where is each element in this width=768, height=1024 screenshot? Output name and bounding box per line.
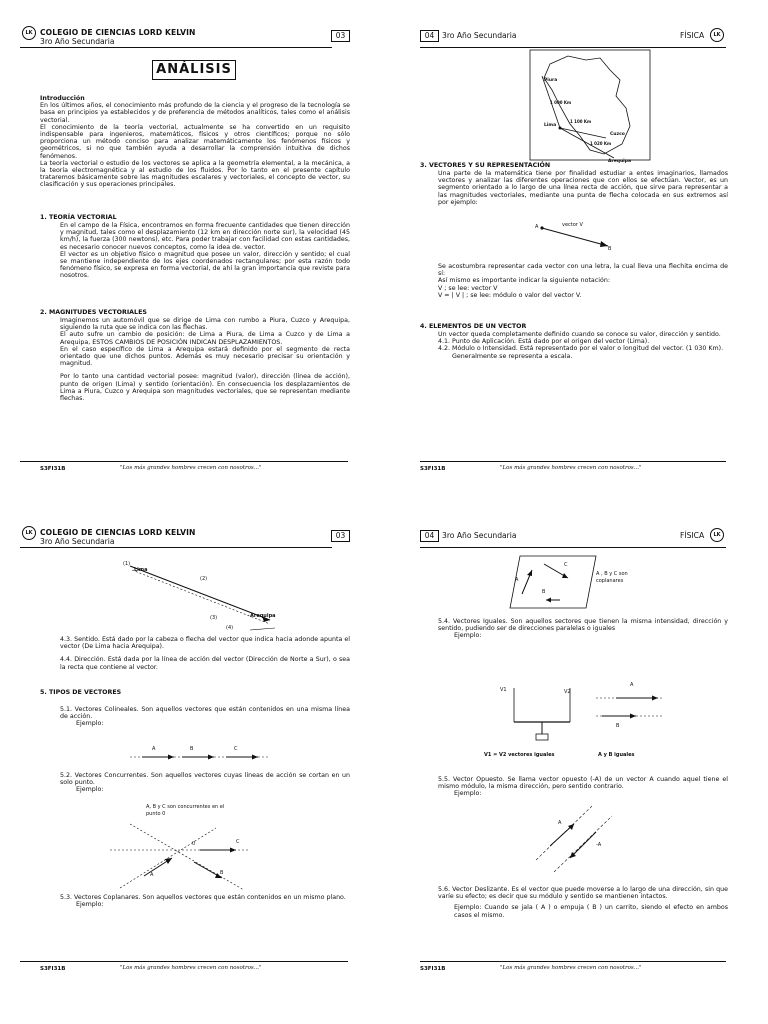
coplanar-note: A , B y C son coplanares bbox=[596, 571, 628, 584]
equal-vectors-diagram bbox=[596, 690, 666, 730]
notation-line: V ; se lee: vector V bbox=[438, 284, 498, 292]
concurrent-vectors bbox=[110, 818, 250, 898]
figure-label-lima: Lima bbox=[134, 567, 148, 573]
vector-label: A bbox=[150, 872, 154, 878]
page-1 bbox=[20, 20, 350, 488]
page-3 bbox=[20, 520, 350, 988]
section-heading: 4. ELEMENTOS DE UN VECTOR bbox=[420, 323, 527, 330]
vector-label: C bbox=[236, 839, 240, 845]
section-title: ANÁLISIS bbox=[152, 60, 236, 80]
section-heading: 3. VECTORES Y SU REPRESENTACIÓN bbox=[420, 162, 551, 169]
section-3-body bbox=[438, 170, 728, 206]
vector-v-label: vector V bbox=[562, 222, 583, 228]
page-number: 03 bbox=[331, 530, 350, 542]
vector-label: A bbox=[558, 820, 562, 826]
section-paragraph: Se acostumbra representar cada vector con una letra, la cual lleva una flechita encima de sí: bbox=[438, 263, 728, 278]
section-4 bbox=[420, 323, 732, 330]
section-heading: 5. TIPOS DE VECTORES bbox=[40, 689, 122, 696]
vector-label: A bbox=[152, 746, 156, 752]
vector-label: B bbox=[190, 746, 194, 752]
school-name: COLEGIO DE CIENCIAS LORD KELVIN bbox=[40, 528, 196, 537]
school-logo-icon: LK bbox=[710, 528, 724, 542]
header-rule bbox=[20, 547, 332, 548]
subsection-line: 5.1. Vectores Colineales. Son aquellos vectores que están contenidos en una misma línea de acción. bbox=[60, 706, 350, 721]
page-number: 04 bbox=[420, 530, 439, 542]
map-label-arequipa: Arequipa bbox=[608, 159, 631, 164]
intro-paragraph: El conocimiento de la teoría vectorial, actualmente se ha convertido en un requisito indispensable para ingenieros, matemáticos, físicos y otros científicos; porque no sólo proporciona un método conciso para analizar matemáticamente los fenómenos físicos y geométricos, si no que también ayuda a desarrollar la comprensión intuitiva de dichos fenómenos. bbox=[40, 123, 350, 160]
grade-label: 3ro Año Secundaria bbox=[442, 531, 517, 540]
ejemplo-label: Ejemplo: bbox=[76, 901, 104, 909]
school-logo-icon: LK bbox=[22, 26, 36, 40]
point-b-label: B bbox=[608, 246, 612, 252]
section-paragraph: Imaginemos un automóvil que se dirige de Lima con rumbo a Piura, Cuzco y Arequipa, siguiendo la ruta que se indica con las flechas. bbox=[60, 317, 350, 332]
section-heading: 2. MAGNITUDES VECTORIALES bbox=[40, 309, 147, 316]
ejemplo-label: Ejemplo: bbox=[454, 790, 482, 798]
intro-paragraph: La teoría vectorial o estudio de los vectores se aplica a la geometría elemental, a la mecánica, a la teoría electromagnética y al estudio de los fluidos. Por lo tanto en el presente capítulo trataremos básicamente sobre las magnitudes escalares y vectoriales, el concepto de vector, su clasificación y sus operaciones principales. bbox=[40, 159, 350, 189]
footer-code: S3FI31B bbox=[420, 466, 446, 472]
vector-label: C bbox=[234, 746, 238, 752]
subsection-line: 5.6. Vector Deslizante. Es el vector que puede moverse a lo largo de una dirección, sin que varíe su efecto; es decir que su módulo y sentido se mantienen intactos. bbox=[438, 886, 728, 901]
intro-heading: Introducción bbox=[40, 95, 85, 102]
section-4-body bbox=[438, 331, 728, 360]
ejemplo-label: Ejemplo: bbox=[76, 786, 104, 794]
map-label-distance: 1 020 Km bbox=[590, 141, 612, 146]
footer-code: S3FI31B bbox=[420, 966, 446, 972]
figure-label: (3) bbox=[210, 615, 218, 621]
section-paragraph: En el caso específico de Lima a Arequipa estará definido por el segmento de recta orientado que une dichos puntos. Además es muy necesario precisar su orientación y magnitud. bbox=[60, 345, 350, 368]
header-rule bbox=[420, 47, 726, 48]
vector-label: C bbox=[564, 562, 568, 568]
section-52 bbox=[60, 772, 350, 794]
footer-rule bbox=[420, 461, 726, 462]
section-3 bbox=[420, 162, 732, 169]
school-name: COLEGIO DE CIENCIAS LORD KELVIN bbox=[40, 28, 196, 37]
grade-label: 3ro Año Secundaria bbox=[40, 37, 115, 46]
figure-label-arequipa: Arequipa bbox=[250, 613, 276, 619]
footer-motto: "Los más grandes hombres crecen con nosotros..." bbox=[500, 465, 642, 471]
subsection-line: 5.5. Vector Opuesto. Se llama vector opuesto (-A) de un vector A cuando aquel tiene el mismo módulo, la misma dirección, pero sentido contrario. bbox=[438, 776, 728, 791]
section-3-notation bbox=[438, 263, 728, 299]
footer-motto: "Los más grandes hombres crecen con nosotros..." bbox=[120, 965, 262, 971]
section-1 bbox=[40, 214, 350, 221]
section-55 bbox=[438, 776, 728, 798]
vector-label: A bbox=[630, 682, 634, 688]
section-5 bbox=[40, 689, 350, 696]
grade-label: 3ro Año Secundaria bbox=[40, 537, 115, 546]
map-label-cuzco: Cuzco bbox=[610, 132, 625, 137]
subsection-line: 5.4. Vectores Iguales. Son aquellos sectores que tienen la misma intensidad, dirección y sentido, pudiendo ser de direcciones paralelas o iguales bbox=[438, 618, 728, 633]
section-paragraph: El vector es un objetivo físico o magnitud que posee un valor, dirección y sentido; el cual se mantiene independiente de los ejes coordenados rectangulares; por esta razón todo fenómeno físico, se expresa en forma vectorial, de ahí la gran importancia que reviste para nosotros. bbox=[60, 250, 350, 280]
section-paragraph: Una parte de la matemática tiene por finalidad estudiar a entes imaginarios, llamados vectores y analizar las diferentes operaciones que con ellos se efectúan. Vector, es un segmento orientado a lo largo de una línea recta de acción, que sirve para representar a las magnitudes vectoriales, mediante una punta de flecha colocada en sus extremos así por ejemplo: bbox=[438, 170, 728, 206]
figure-label: (2) bbox=[200, 576, 208, 582]
section-paragraph: Un vector queda completamente definido cuando se conoce su valor, dirección y sentido. bbox=[438, 331, 721, 338]
page-2 bbox=[420, 20, 750, 488]
header-rule bbox=[20, 47, 332, 48]
point-a-label: A bbox=[535, 224, 539, 230]
vector-label: B bbox=[220, 870, 224, 876]
grade-label: 3ro Año Secundaria bbox=[442, 31, 517, 40]
footer-code: S3FI31B bbox=[40, 966, 66, 972]
section-1-body bbox=[60, 222, 350, 280]
equal-note-1: V1 = V2 vectores iguales bbox=[484, 752, 555, 758]
concurrent-note: A, B y C son concurrentes en el punto 0 bbox=[146, 804, 225, 817]
vector-label: V1 bbox=[500, 687, 507, 693]
school-logo-icon: LK bbox=[22, 526, 36, 540]
subsection-line: Ejemplo: Cuando se jala ( A ) o empuja ( B ) un carrito, siendo el efecto en ambos casos el mismo. bbox=[454, 904, 728, 919]
balance-diagram bbox=[506, 682, 586, 742]
school-logo-icon: LK bbox=[710, 28, 724, 42]
section-paragraph: En el campo de la Física, encontramos en forma frecuente cantidades que tienen dirección y magnitud, tales como el desplazamiento (12 km en dirección norte sur), la velocidad (45 km/h), la fuerza (300 newtons), etc. Para poder trabajar con facilidad con estas cantidades, es necesario conocer nuevos conceptos, como la idea de. vector. bbox=[60, 222, 350, 251]
subsection-line: 5.2. Vectores Concurrentes. Son aquellos vectores cuyas líneas de acción se cortan en un solo punto. bbox=[60, 772, 350, 787]
section-54 bbox=[438, 618, 728, 640]
section-heading: 1. TEORÍA VECTORIAL bbox=[40, 214, 117, 221]
figure-label: (4) bbox=[226, 625, 234, 631]
ejemplo-label: Ejemplo: bbox=[76, 720, 104, 728]
subsection-line: 5.3. Vectores Coplanares. Son aquellos vectores que están contenidos en un mismo plano. bbox=[60, 894, 346, 901]
footer-rule bbox=[420, 961, 726, 962]
section-paragraph: El auto sufre un cambio de posición: de Lima a Piura, de Lima a Cuzco y de Lima a Arequipa, ESTOS CAMBIOS DE POSICIÓN INDICAN DESPLAZAMIENTOS. bbox=[60, 331, 350, 346]
footer-code: S3FI31B bbox=[40, 466, 66, 472]
vector-label: B bbox=[542, 589, 546, 595]
ejemplo-label: Ejemplo: bbox=[454, 632, 482, 640]
vector-label: B bbox=[616, 723, 620, 729]
figure-label: (1) bbox=[123, 561, 131, 567]
vector-label: V2 bbox=[564, 689, 571, 695]
page-4 bbox=[420, 520, 750, 988]
subsection-line: 4.3. Sentido. Está dado por la cabeza o flecha del vector que indica hacia adonde apunta el vector (De Lima hacia Arequipa). bbox=[60, 636, 350, 651]
section-paragraph: Por lo tanto una cantidad vectorial posee: magnitud (valor), dirección (línea de acción), punto de origen (Lima) y sentido (orientación). En consecuencia los desplazamientos de Lima a Piura, Cuzco y Arequipa son magnitudes vectoriales, que se representan mediante flechas. bbox=[60, 373, 350, 403]
vector-label: A bbox=[515, 577, 519, 583]
vector-v-diagram bbox=[538, 220, 638, 250]
point-o-label: 0 bbox=[192, 841, 196, 847]
subject-label: FÍSICA bbox=[680, 531, 705, 540]
intro-text bbox=[40, 95, 350, 189]
collinear-vectors bbox=[130, 750, 270, 764]
page-number: 03 bbox=[331, 30, 350, 42]
coplanar-plane bbox=[508, 552, 598, 612]
section-paragraph: Así mismo es importante indicar la siguiente notación: bbox=[438, 277, 610, 285]
subsection-line: 4.4. Dirección. Está dada por la línea de acción del vector (Dirección de Norte a Sur), o sea la recta que contiene al vector. bbox=[60, 656, 350, 671]
vector-label: -A bbox=[596, 842, 602, 848]
subsection-line: 4.1. Punto de Aplicación. Está dado por el origen del vector (Lima). bbox=[438, 338, 650, 346]
footer-rule bbox=[20, 961, 348, 962]
section-53 bbox=[60, 894, 350, 908]
map-label-distance: 1 100 Km bbox=[570, 119, 592, 124]
page-number: 04 bbox=[420, 30, 439, 42]
section-2 bbox=[40, 309, 350, 316]
header-rule bbox=[420, 547, 726, 548]
map-label-lima: Lima bbox=[544, 123, 557, 128]
section-51 bbox=[60, 706, 350, 728]
footer-rule bbox=[20, 461, 348, 462]
section-56 bbox=[438, 886, 728, 919]
map-label-distance: 1 000 Km bbox=[550, 100, 572, 105]
section-43-44 bbox=[60, 636, 350, 671]
section-2-body bbox=[60, 317, 350, 402]
map-label-piura: Piura bbox=[544, 78, 558, 83]
subsection-line: 4.2. Módulo o Intensidad. Está representado por el valor o longitud del vector. (1 030 Km). bbox=[438, 345, 724, 353]
equal-note-2: A y B iguales bbox=[598, 752, 635, 758]
subject-label: FÍSICA bbox=[680, 31, 705, 40]
footer-motto: "Los más grandes hombres crecen con nosotros..." bbox=[120, 465, 262, 471]
intro-paragraph: En los últimos años, el conocimiento más profundo de la ciencia y el progreso de la tecnología se basa en principios ya establecidos y de preferencia de métodos analíticos, tales como el análisis vectorial. bbox=[40, 102, 350, 124]
opposite-vectors bbox=[534, 804, 614, 874]
footer-motto: "Los más grandes hombres crecen con nosotros..." bbox=[500, 965, 642, 971]
subsection-line: Generalmente se representa a escala. bbox=[452, 352, 573, 360]
notation-line: V = | V | ; se lee: módulo o valor del vector V. bbox=[438, 291, 582, 299]
